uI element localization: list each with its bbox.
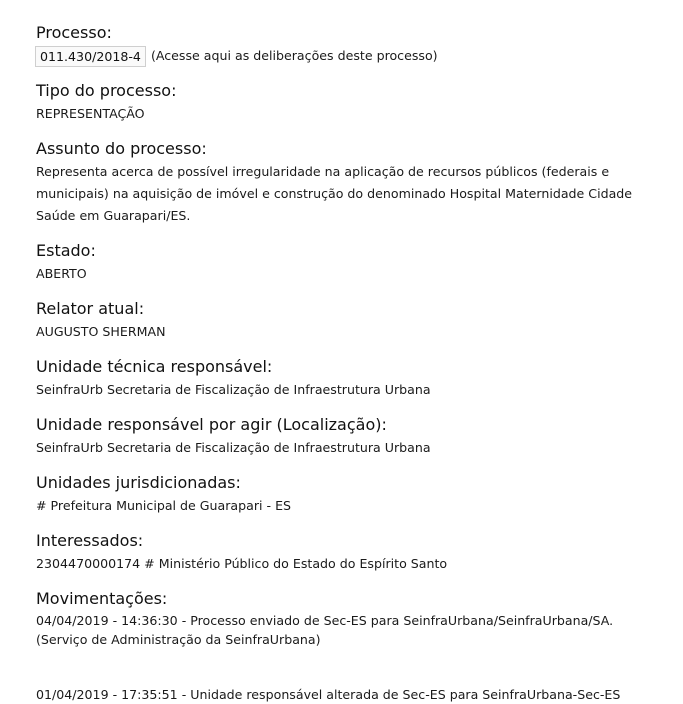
movimentacao-item: 01/04/2019 - 17:35:51 - Unidade responsável alterada de Sec-ES para SeinfraUrbana-Sec-ES (36, 687, 621, 702)
assunto-value: Representa acerca de possível irregularidade na aplicação de recursos públicos (federais e municipais) na aquisição de imóvel e construção do denominado Hospital Maternidade Cidade Saúde em Guarapari/ES. (36, 164, 633, 223)
process-details (36, 22, 666, 662)
assunto-label: Assunto do processo: (36, 139, 207, 158)
jurisdicionadas-label: Unidades jurisdicionadas: (36, 473, 241, 492)
unidade-agir-label: Unidade responsável por agir (Localização): (36, 415, 387, 434)
jurisdicionadas-value: # Prefeitura Municipal de Guarapari - ES (36, 498, 292, 513)
movimentacoes-label: Movimentações: (36, 589, 168, 608)
process-number-field[interactable]: 011.430/2018-4 (35, 46, 146, 67)
interessados-label: Interessados: (36, 531, 144, 550)
assunto-section (36, 138, 666, 227)
relator-section (36, 298, 666, 343)
estado-value: ABERTO (36, 266, 87, 281)
unidade-tecnica-label: Unidade técnica responsável: (36, 357, 273, 376)
tipo-label: Tipo do processo: (36, 81, 177, 100)
relator-label: Relator atual: (36, 299, 145, 318)
unidade-tecnica-section (36, 356, 666, 401)
processo-row (36, 45, 666, 67)
movimentacoes-section (36, 588, 666, 649)
movimentacao-item: 04/04/2019 - 14:36:30 - Processo enviado de Sec-ES para SeinfraUrbana/SeinfraUrbana/SA. (Serviço de Administração da SeinfraUrbana) (36, 613, 614, 647)
tipo-value: REPRESENTAÇÃO (36, 106, 145, 121)
processo-label: Processo: (36, 23, 112, 42)
interessados-value: 2304470000174 # Ministério Público do Estado do Espírito Santo (36, 556, 448, 571)
estado-label: Estado: (36, 241, 96, 260)
processo-section (36, 22, 666, 67)
relator-value: AUGUSTO SHERMAN (36, 324, 166, 339)
estado-section (36, 240, 666, 285)
tipo-section (36, 80, 666, 125)
deliberations-link[interactable]: (Acesse aqui as deliberações deste processo) (150, 48, 438, 63)
unidade-agir-section (36, 414, 666, 459)
unidade-agir-value: SeinfraUrb Secretaria de Fiscalização de Infraestrutura Urbana (36, 440, 431, 455)
interessados-section (36, 530, 666, 575)
unidade-tecnica-value: SeinfraUrb Secretaria de Fiscalização de Infraestrutura Urbana (36, 382, 431, 397)
jurisdicionadas-section (36, 472, 666, 517)
